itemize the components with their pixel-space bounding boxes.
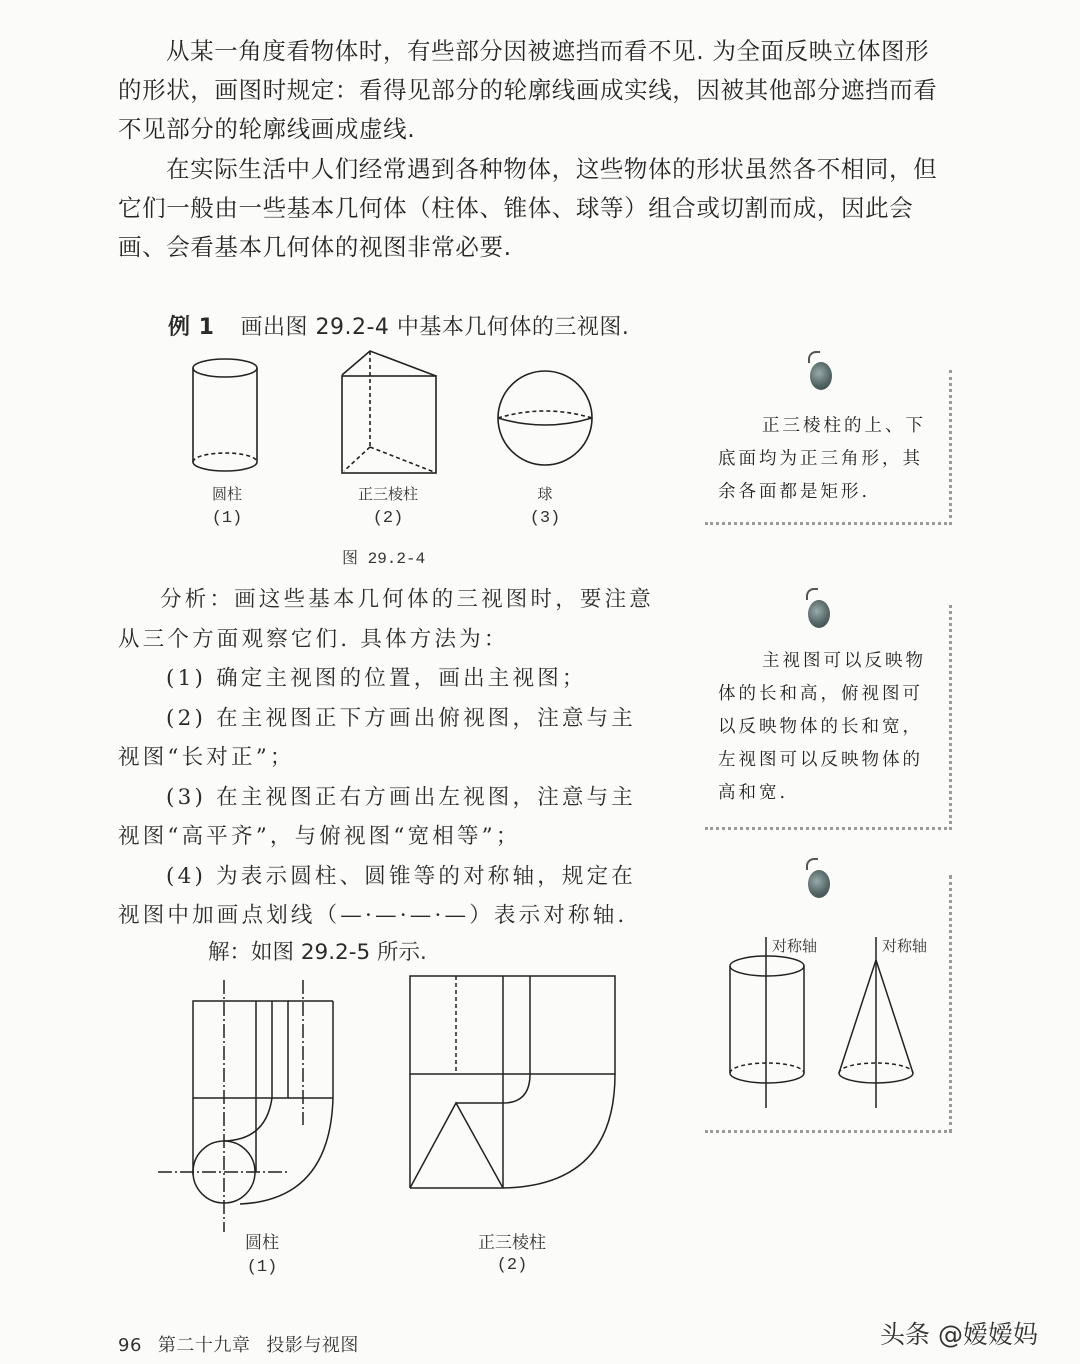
figure-item-label: 圆柱 [245,1233,279,1253]
text-line: 分析：画这些基本几何体的三视图时，要注意 [160,587,655,612]
text-line: 正三棱柱的上、下 [762,416,926,436]
chapter-title: 投影与视图 [266,1335,359,1356]
figure-caption: 图 29.2-4 [342,550,426,568]
page-footer [118,1331,359,1357]
text-line: 视图中加画点划线（—·—·—·—）表示对称轴. [118,903,628,928]
text-line: 从三个方面观察它们. 具体方法为： [118,626,509,652]
chapter-number: 第二十九章 [157,1335,251,1356]
nut-icon [808,870,830,898]
nut-icon-stem [806,858,818,870]
text-line: (3) 在主视图正右方画出左视图，注意与主 [166,784,636,810]
text-line: (1) 确定主视图的位置，画出主视图； [166,666,587,691]
axis-label-cone: 对称轴 [882,937,928,955]
figure-item-label: 正三棱柱 [478,1233,546,1253]
text-line: 高和宽. [718,783,789,803]
text-line: 余各面都是矩形. [718,482,871,502]
figure-item-label: 球 [537,485,553,503]
example-text: 画出图 29.2-4 中基本几何体的三视图. [240,315,630,340]
text-line: (2) 在主视图正下方画出俯视图，注意与主 [166,705,636,731]
text-line: 画、会看基本几何体的视图非常必要. [118,233,512,261]
figure-item-number: (3) [529,509,561,528]
figure-item-number: (1) [246,1258,278,1277]
text-line: 以反映物体的长和宽， [718,717,923,737]
text-line: 底面均为正三角形，其 [718,449,923,469]
nut-icon-stem [808,351,820,363]
sidebar-note-1-text [718,410,943,509]
example-heading [168,310,629,341]
text-line: 不见部分的轮廓线画成虚线. [118,115,416,143]
intro-paragraph-1 [118,32,963,149]
text-line: 的形状，画图时规定：看得见部分的轮廓线画成实线，因被其他部分遮挡而看 [118,76,938,104]
figure-item-number: (2) [372,509,404,528]
text-line: 主视图可以反映物 [762,651,926,671]
page-number: 96 [118,1335,142,1356]
intro-paragraph-2 [118,150,963,267]
figure-item-number: (2) [496,1256,528,1275]
sidebar-note-2-text [718,645,943,810]
nut-icon [810,362,832,390]
text-line: 它们一般由一些基本几何体（柱体、锥体、球等）组合或切割而成，因此会 [118,194,914,222]
text-line: 体的长和高，俯视图可 [718,684,923,704]
solution-text: 解：如图 29.2-5 所示. [208,940,427,965]
figure-item-label: 圆柱 [211,485,242,503]
text-line: 在实际生活中人们经常遇到各种物体，这些物体的形状虽然各不相同，但 [166,155,938,183]
analysis-section [118,580,663,936]
axis-label-cylinder: 对称轴 [772,937,818,955]
text-line: 视图“高平齐”，与俯视图“宽相等”； [118,824,521,849]
figure-item-label: 正三棱柱 [357,485,418,503]
sidebar-note-3 [705,875,952,1133]
figure-item-number: (1) [211,509,243,528]
text-line: (4) 为表示圆柱、圆锥等的对称轴，规定在 [166,863,636,889]
nut-icon [808,600,830,628]
watermark: 头条 @嫒嫒妈 [880,1320,1038,1349]
example-label: 例 1 [168,315,215,340]
nut-icon-stem [806,588,818,600]
text-line: 视图“长对正”； [118,745,295,770]
text-line: 左视图可以反映物体的 [718,750,923,770]
text-line: 从某一角度看物体时，有些部分因被遮挡而看不见. 为全面反映立体图形 [166,37,930,65]
